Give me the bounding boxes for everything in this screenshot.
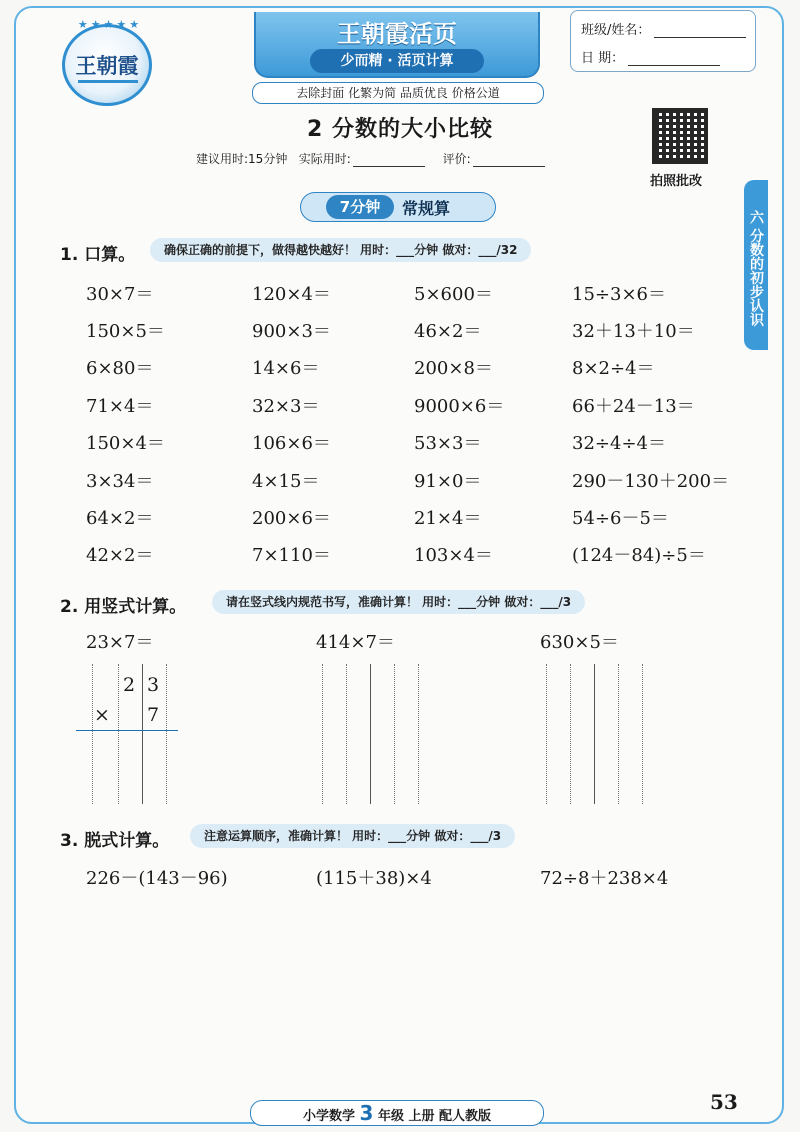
guide-line xyxy=(92,664,93,804)
oral-item: 200×6＝ xyxy=(252,508,331,529)
oral-item: 46×2＝ xyxy=(414,321,482,342)
oral-item: 290－130＋200＝ xyxy=(572,471,730,492)
lesson-title: 2 分数的大小比较 xyxy=(307,117,493,142)
banner-title: 王朝霞活页 xyxy=(337,19,457,48)
oral-item: 3×34＝ xyxy=(86,471,154,492)
section-label: 常规算 xyxy=(402,199,451,218)
guide-line xyxy=(346,664,347,804)
oral-item: 32÷4÷4＝ xyxy=(572,433,666,454)
example-top-tens: 2 xyxy=(123,674,136,696)
oral-item: 7×110＝ xyxy=(252,545,331,566)
oral-item: 54÷6－5＝ xyxy=(572,508,669,529)
page-number: 53 xyxy=(710,1090,738,1114)
actual-time-label: 实际用时: xyxy=(298,152,351,166)
oral-item: 106×6＝ xyxy=(252,433,331,454)
actual-time-field[interactable] xyxy=(353,154,425,167)
oral-item: 66＋24－13＝ xyxy=(572,396,695,417)
oral-item: 30×7＝ xyxy=(86,284,154,305)
q3-heading: 3. 脱式计算。 xyxy=(60,831,170,851)
oral-item: 200×8＝ xyxy=(414,358,493,379)
q3-tip: 注意运算顺序，准确计算！ 用时：___分钟 做对：___/3 xyxy=(190,824,515,848)
guide-line xyxy=(394,664,395,804)
oral-item: 21×4＝ xyxy=(414,508,482,529)
date-label: 日 期： xyxy=(581,51,625,66)
footer-grade-number: 3 xyxy=(359,1101,374,1125)
guide-line xyxy=(546,664,547,804)
vertical-problem-1: 23×7＝ xyxy=(86,632,154,653)
step-problem-1: 226－(143－96) xyxy=(86,868,228,889)
oral-item: 15÷3×6＝ xyxy=(572,284,666,305)
step-problem-2: (115＋38)×4 xyxy=(316,868,432,889)
footer-subject: 小学数学 xyxy=(302,1109,355,1124)
oral-item: 900×3＝ xyxy=(252,321,331,342)
class-name-row xyxy=(581,19,746,38)
oral-item: (124－84)÷5＝ xyxy=(572,545,706,566)
rating-label: 评价: xyxy=(442,152,471,166)
oral-item: 4×15＝ xyxy=(252,471,320,492)
logo-underline xyxy=(78,80,138,83)
slogan: 去除封面 化繁为简 品质优良 价格公道 xyxy=(252,82,544,104)
q1-heading: 1. 口算。 xyxy=(60,245,136,265)
oral-item: 91×0＝ xyxy=(414,471,482,492)
chapter-side-tab: 六 分数的初步认识 xyxy=(744,180,768,350)
oral-item: 64×2＝ xyxy=(86,508,154,529)
q2-tip: 请在竖式线内规范书写，准确计算！ 用时：___分钟 做对：___/3 xyxy=(212,590,585,614)
example-times-sign: × xyxy=(94,704,110,726)
logo-text: 王朝霞 xyxy=(75,53,139,78)
oral-item: 6×80＝ xyxy=(86,358,154,379)
oral-item: 71×4＝ xyxy=(86,396,154,417)
guide-line xyxy=(642,664,643,804)
example-top-ones: 3 xyxy=(147,674,160,696)
oral-item: 120×4＝ xyxy=(252,284,331,305)
guide-line xyxy=(118,664,119,804)
student-info-box xyxy=(570,10,756,72)
oral-item: 150×4＝ xyxy=(86,433,165,454)
guide-line xyxy=(618,664,619,804)
step-problem-3: 72÷8＋238×4 xyxy=(540,868,669,889)
lesson-meta xyxy=(196,150,559,167)
oral-item: 14×6＝ xyxy=(252,358,320,379)
suggested-time: 建议用时:15分钟 xyxy=(196,152,288,166)
q1-tip: 确保正确的前提下，做得越快越好！ 用时：___分钟 做对：___/32 xyxy=(150,238,531,262)
footer-info xyxy=(250,1100,544,1126)
oral-item: 53×3＝ xyxy=(414,433,482,454)
guide-line xyxy=(418,664,419,804)
oral-item: 32＋13＋10＝ xyxy=(572,321,695,342)
example-bottom: 7 xyxy=(147,704,160,726)
rating-field[interactable] xyxy=(473,154,545,167)
oral-item: 42×2＝ xyxy=(86,545,154,566)
q2-heading: 2. 用竖式计算。 xyxy=(60,597,187,617)
logo-stars: ★★★★★ xyxy=(77,18,143,31)
date-row xyxy=(581,47,720,66)
oral-item: 32×3＝ xyxy=(252,396,320,417)
oral-item: 150×5＝ xyxy=(86,321,165,342)
guide-line xyxy=(142,664,143,804)
vertical-problem-3: 630×5＝ xyxy=(540,632,619,653)
oral-item: 5×600＝ xyxy=(414,284,493,305)
date-field[interactable] xyxy=(628,51,720,66)
class-name-label: 班级/姓名： xyxy=(581,23,651,38)
class-name-field[interactable] xyxy=(654,23,746,38)
vertical-problem-2: 414×7＝ xyxy=(316,632,395,653)
oral-item: 9000×6＝ xyxy=(414,396,505,417)
section-time: 7分钟 xyxy=(326,195,394,219)
qr-label: 拍照批改 xyxy=(650,174,703,189)
example-result-line xyxy=(76,730,178,731)
oral-item: 103×4＝ xyxy=(414,545,493,566)
guide-line xyxy=(594,664,595,804)
guide-line xyxy=(370,664,371,804)
guide-line xyxy=(166,664,167,804)
footer-grade-suffix: 年级 上册 配人教版 xyxy=(377,1109,492,1124)
guide-line xyxy=(570,664,571,804)
guide-line xyxy=(322,664,323,804)
banner-subtitle: 少而精 · 活页计算 xyxy=(310,49,484,73)
qr-code-icon[interactable] xyxy=(652,108,708,164)
oral-item: 8×2÷4＝ xyxy=(572,358,655,379)
